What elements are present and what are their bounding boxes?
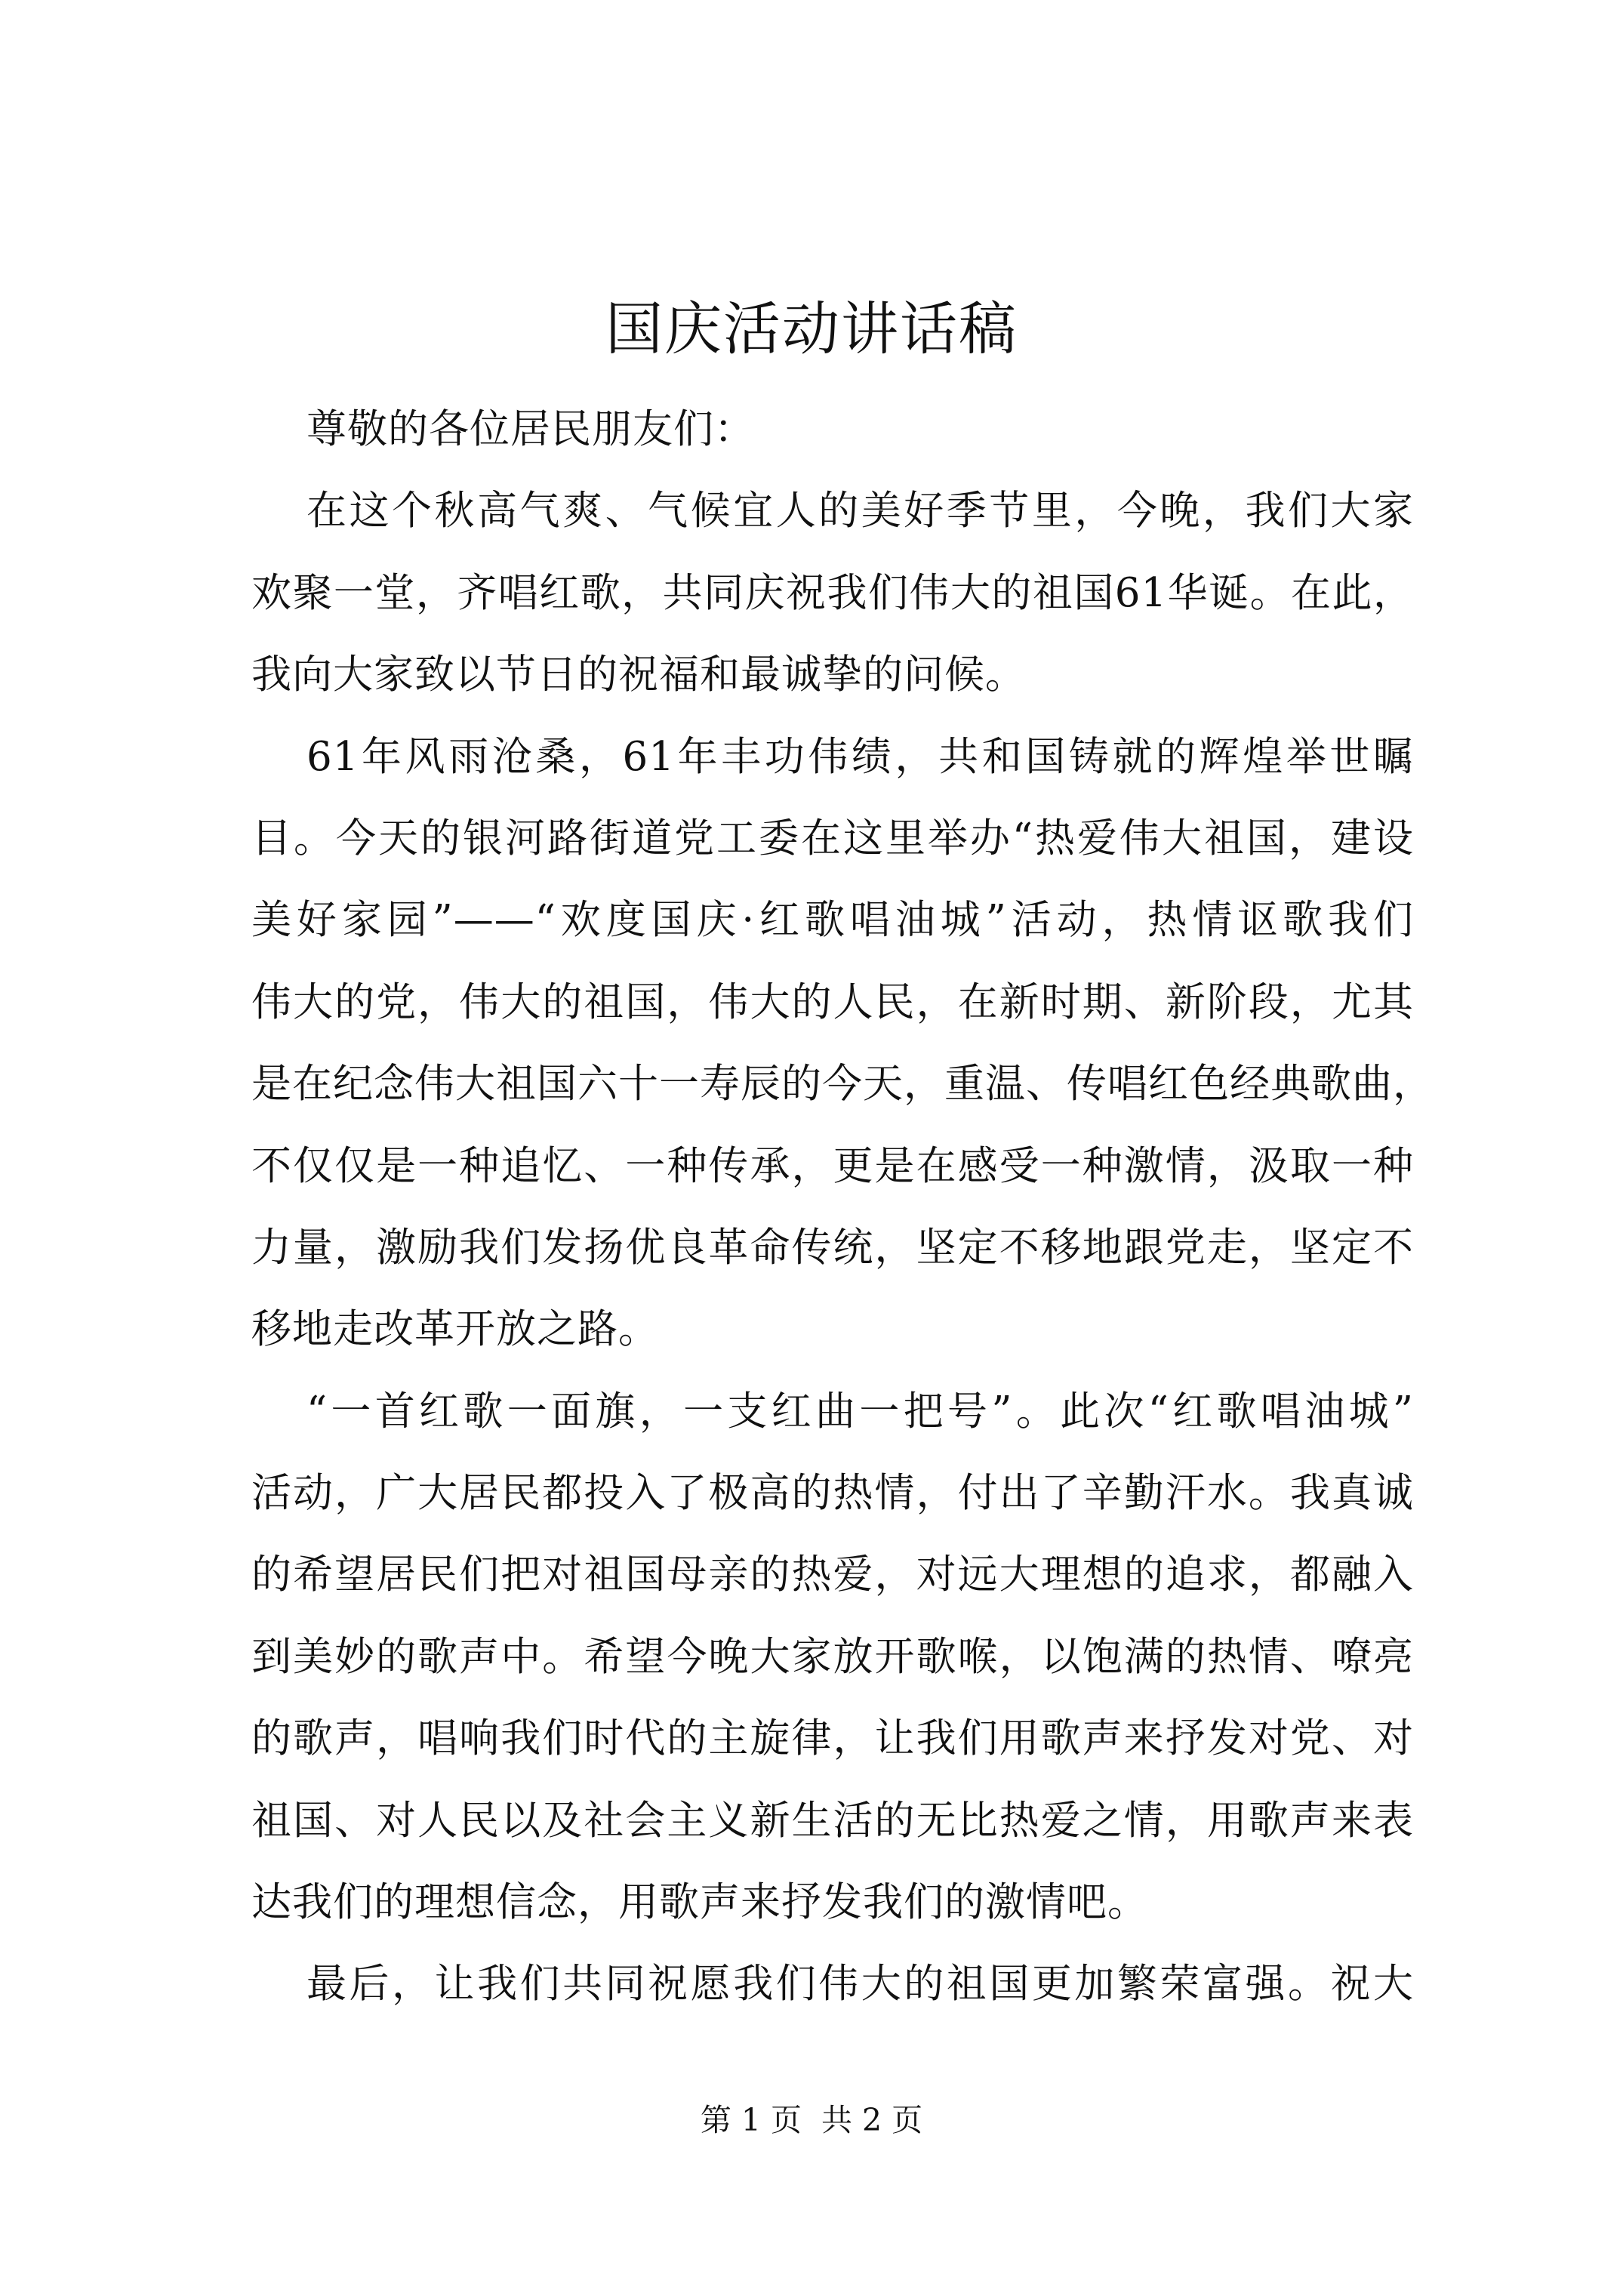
- paragraph-line: 活动，广大居民都投入了极高的热情，付出了辛勤汗水。我真诚: [251, 1470, 1414, 1517]
- paragraph-line: 美好家园”——“欢度国庆·红歌唱油城”活动，热情讴歌我们: [251, 897, 1414, 944]
- paragraph-line: 在这个秋高气爽、气候宜人的美好季节里，今晚，我们大家: [306, 488, 1414, 535]
- page-footer: 第 1 页 共 2 页: [700, 2102, 923, 2138]
- paragraph-line: 移地走改革开放之路。: [251, 1306, 659, 1353]
- paragraph-line: 欢聚一堂，齐唱红歌，共同庆祝我们伟大的祖国61华诞。在此，: [251, 569, 1414, 616]
- paragraph-line: 是在纪念伟大祖国六十一寿辰的今天，重温、传唱红色经典歌曲，: [251, 1061, 1434, 1108]
- paragraph-line: 的歌声，唱响我们时代的主旋律，让我们用歌声来抒发对党、对: [251, 1715, 1414, 1762]
- paragraph-line: 目。今天的银河路街道党工委在这里举办“热爱伟大祖国，建设: [251, 815, 1414, 861]
- paragraph-line: 最后，让我们共同祝愿我们伟大的祖国更加繁荣富强。祝大: [306, 1961, 1414, 2008]
- paragraph-line: 达我们的理想信念，用歌声来抒发我们的激情吧。: [251, 1879, 1148, 1926]
- paragraph-line: “一首红歌一面旗，一支红曲一把号”。此次“红歌唱油城”: [306, 1388, 1414, 1435]
- salutation-line: 尊敬的各位居民朋友们：: [306, 406, 755, 452]
- paragraph-line: 61年风雨沧桑，61年丰功伟绩，共和国铸就的辉煌举世瞩: [306, 733, 1414, 780]
- paragraph-line: 力量，激励我们发扬优良革命传统，坚定不移地跟党走，坚定不: [251, 1224, 1414, 1271]
- document-body: [251, 389, 1434, 2026]
- paragraph-line: 伟大的党，伟大的祖国，伟大的人民，在新时期、新阶段，尤其: [251, 978, 1414, 1025]
- document-title: 国庆活动讲话稿: [605, 295, 1018, 362]
- paragraph-line: 到美妙的歌声中。希望今晚大家放开歌喉，以饱满的热情、嘹亮: [251, 1633, 1414, 1680]
- paragraph-line: 祖国、对人民以及社会主义新生活的无比热爱之情，用歌声来表: [251, 1797, 1414, 1844]
- paragraph-line: 我向大家致以节日的祝福和最诚挚的问候。: [251, 652, 1026, 698]
- paragraph-line: 的希望居民们把对祖国母亲的热爱，对远大理想的追求，都融入: [251, 1552, 1414, 1598]
- paragraph-line: 不仅仅是一种追忆、一种传承，更是在感受一种激情，汲取一种: [251, 1142, 1414, 1189]
